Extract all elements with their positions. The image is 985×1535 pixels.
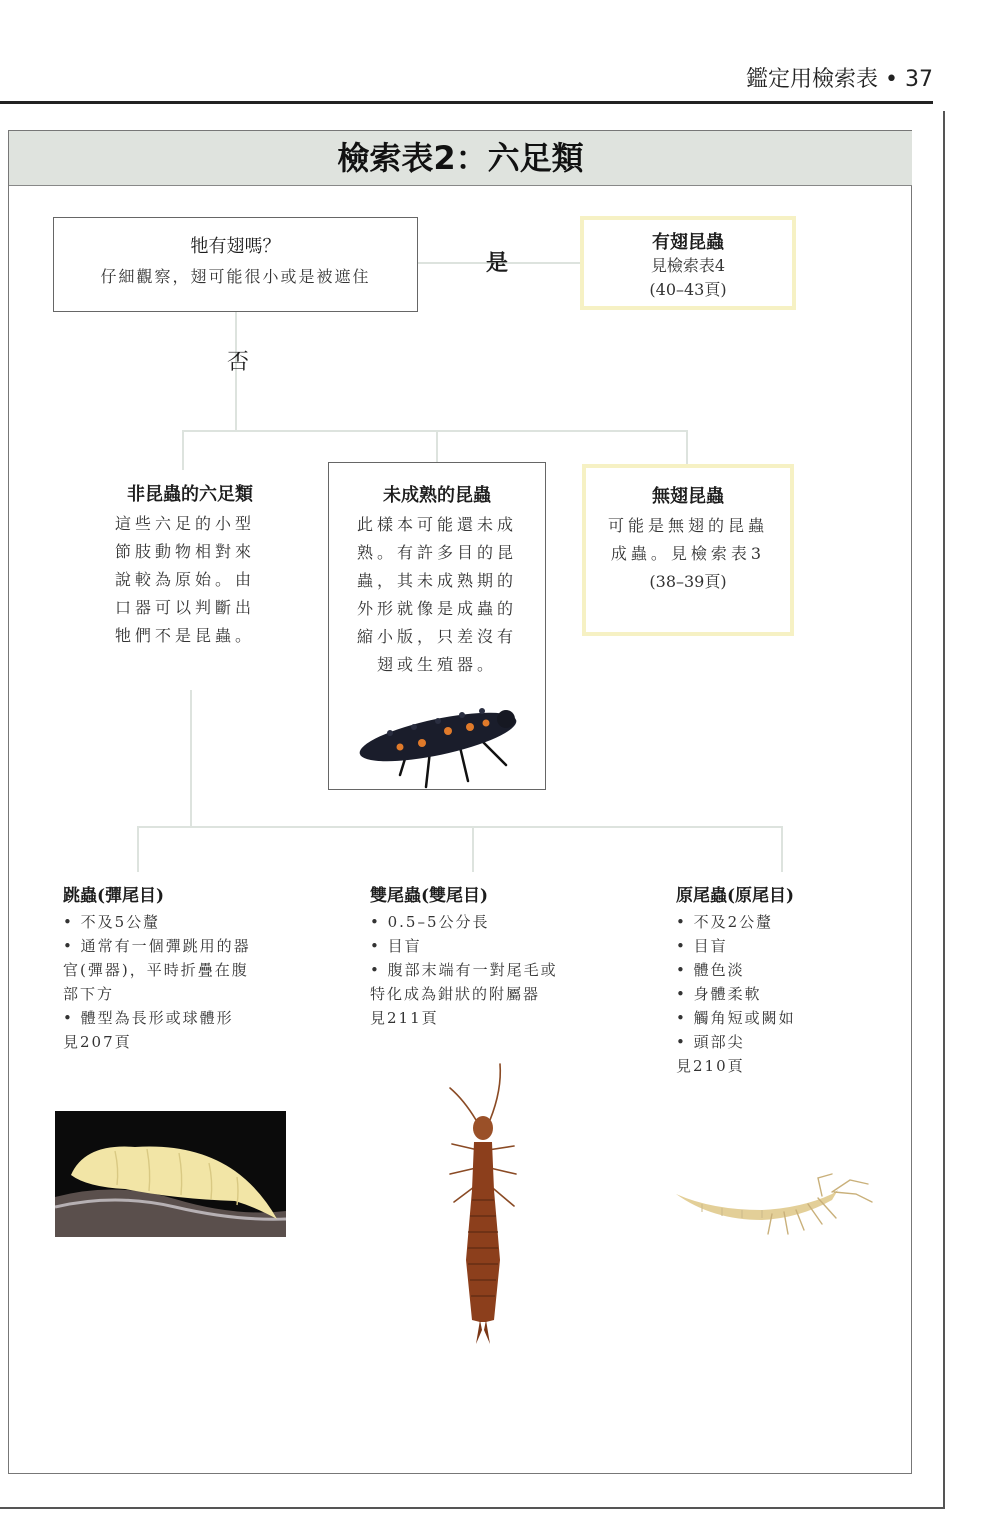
winged-line-2: (40–43頁): [649, 280, 727, 299]
non-insect-line: 口器可以判斷出: [115, 598, 256, 617]
connector-branch-mid: [436, 430, 438, 462]
winged-line-1: 見檢索表4: [650, 256, 726, 275]
springtail-line: • 體型為長形或球體形: [63, 1009, 234, 1027]
springtail-line: 見207頁: [63, 1033, 132, 1051]
springtail-group: [63, 884, 283, 1054]
connector-branch-right: [686, 430, 688, 464]
key-title: 檢索表2：六足類: [9, 131, 912, 186]
winged-title: 有翅昆蟲: [652, 232, 724, 253]
springtail-image: [55, 1111, 286, 1237]
non-insect-line: 這些六足的小型: [115, 514, 256, 533]
immature-line: 此樣本可能還未成: [356, 515, 517, 534]
connector-lower-right: [781, 826, 783, 872]
question-heading: 牠有翅嗎？: [190, 236, 281, 257]
immature-title: 未成熟的昆蟲: [383, 485, 491, 506]
non-insect-hexapods-box: [95, 470, 285, 690]
connector-branch-left: [182, 430, 184, 470]
header-rule: [0, 101, 933, 104]
immature-line: 外形就像是成蟲的: [356, 599, 517, 618]
non-insect-line: 牠們不是昆蟲。: [115, 626, 256, 645]
dipluran-line: 見211頁: [370, 1009, 439, 1027]
dipluran-line: • 0.5–5公分長: [370, 913, 490, 931]
protura-title: 原尾蟲(原尾目): [676, 886, 795, 906]
dipluran-image: [428, 1060, 538, 1350]
ladybird-larva-image: [330, 685, 546, 795]
wingless-insects-box: [582, 464, 794, 636]
protura-line: • 觸角短或闕如: [676, 1009, 796, 1027]
connector-lower-horizontal: [137, 826, 783, 828]
winged-insects-box: [580, 216, 796, 310]
wingless-line: (38–39頁): [649, 572, 727, 591]
springtail-line: • 通常有一個彈跳用的器: [63, 937, 251, 955]
connector-lower-mid: [472, 826, 474, 872]
immature-line: 縮小版，只差沒有: [356, 627, 517, 646]
dipluran-group: [370, 884, 600, 1030]
protura-line: • 頭部尖: [676, 1033, 745, 1051]
immature-insects-box: [328, 462, 546, 790]
question-subtext: 仔細觀察，翅可能很小或是被遮住: [100, 267, 371, 286]
protura-group: [676, 884, 896, 1078]
springtail-line: • 不及5公釐: [63, 913, 161, 931]
immature-line: 熟。有許多目的昆: [356, 543, 517, 562]
immature-line: 翅或生殖器。: [376, 655, 497, 674]
protura-line: • 目盲: [676, 937, 728, 955]
connector-lower-vertical: [190, 690, 192, 826]
wingless-title: 無翅昆蟲: [652, 486, 724, 507]
dipluran-line: • 腹部末端有一對尾毛或: [370, 961, 558, 979]
protura-line: • 身體柔軟: [676, 985, 762, 1003]
protura-line: • 體色淡: [676, 961, 745, 979]
protura-line: 見210頁: [676, 1057, 745, 1075]
dipluran-line: 特化成為鉗狀的附屬器: [370, 985, 541, 1003]
springtail-line: 部下方: [63, 985, 115, 1003]
wingless-line: 可能是無翅的昆蟲: [607, 516, 768, 535]
immature-line: 蟲，其未成熟期的: [356, 571, 517, 590]
non-insect-line: 說較為原始。由: [115, 570, 256, 589]
dipluran-title: 雙尾蟲(雙尾目): [370, 886, 489, 906]
connector-branch-horizontal: [182, 430, 688, 432]
dipluran-line: • 目盲: [370, 937, 422, 955]
proturan-image: [672, 1172, 882, 1242]
non-insect-title: 非昆蟲的六足類: [127, 484, 253, 505]
springtail-title: 跳蟲(彈尾目): [63, 886, 165, 906]
wingless-line: 成蟲。見檢索表3: [610, 544, 766, 563]
yes-label: 是: [485, 251, 508, 276]
connector-lower-left: [137, 826, 139, 872]
protura-line: • 不及2公釐: [676, 913, 774, 931]
springtail-line: 官(彈器)，平時折疊在腹: [63, 961, 249, 979]
non-insect-line: 節肢動物相對來: [115, 542, 256, 561]
page-header: 鑑定用檢索表 • 37: [746, 67, 933, 92]
question-box: [53, 217, 418, 312]
no-label: 否: [226, 350, 249, 375]
